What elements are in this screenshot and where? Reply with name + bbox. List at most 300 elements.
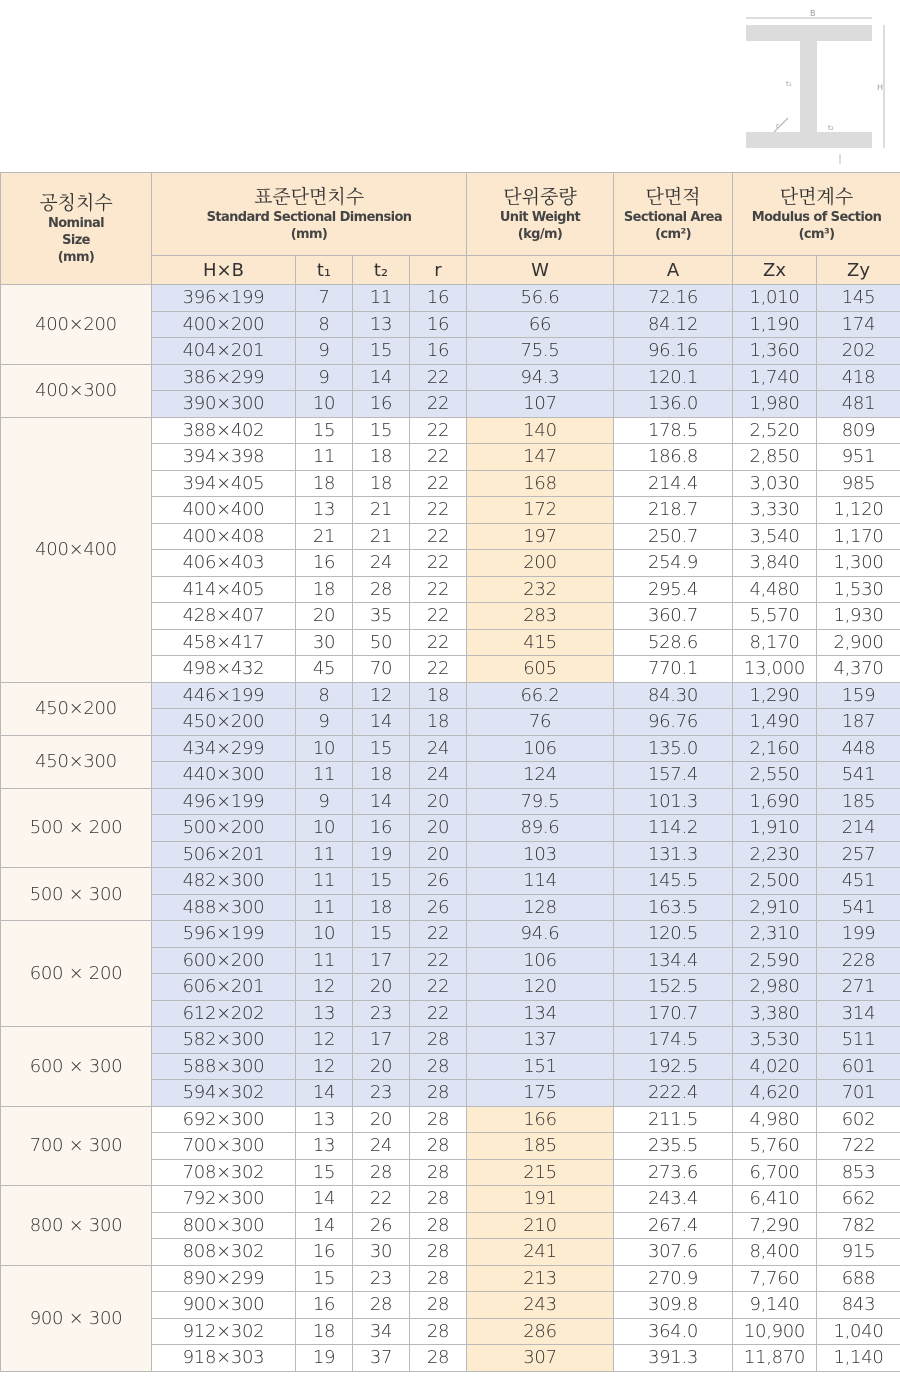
weight-cell: 213 [467,1265,614,1292]
r-cell: 28 [410,1133,467,1160]
table-row [1,868,900,895]
zy-cell: 853 [817,1159,900,1186]
col-t1: t₁ [296,256,353,285]
r-cell: 28 [410,1186,467,1213]
weight-cell: 89.6 [467,815,614,842]
table-row [1,1027,900,1054]
zy-cell: 809 [817,417,900,444]
t1-cell: 13 [296,497,353,524]
nominal-size-header: 공칭치수 Nominal Size (mm) [1,173,152,285]
t2-cell: 15 [353,735,410,762]
r-cell: 22 [410,470,467,497]
weight-cell: 103 [467,841,614,868]
zy-cell: 451 [817,868,900,895]
weight-cell: 66 [467,311,614,338]
zx-cell: 2,980 [733,974,817,1001]
weight-cell: 56.6 [467,285,614,312]
r-cell: 22 [410,391,467,418]
size-cell: 390×300 [152,391,296,418]
r-cell: 24 [410,735,467,762]
weight-cell: 120 [467,974,614,1001]
t1-cell: 8 [296,682,353,709]
zx-cell: 1,740 [733,364,817,391]
zx-cell: 1,010 [733,285,817,312]
zx-cell: 2,910 [733,894,817,921]
h-beam-section-diagram [744,6,894,166]
area-cell: 235.5 [614,1133,733,1160]
zx-cell: 3,030 [733,470,817,497]
r-cell: 22 [410,523,467,550]
r-cell: 28 [410,1318,467,1345]
weight-cell: 106 [467,735,614,762]
weight-cell: 172 [467,497,614,524]
weight-cell: 76 [467,709,614,736]
t1-cell: 12 [296,974,353,1001]
zx-cell: 1,490 [733,709,817,736]
table-row [1,1106,900,1133]
size-cell: 400×400 [152,497,296,524]
t1-cell: 21 [296,523,353,550]
zy-cell: 4,370 [817,656,900,683]
zy-cell: 145 [817,285,900,312]
weight-cell: 307 [467,1345,614,1372]
nominal-size-cell: 600 × 200 [1,921,152,1027]
size-cell: 450×200 [152,709,296,736]
area-cell: 250.7 [614,523,733,550]
size-cell: 400×408 [152,523,296,550]
r-cell: 22 [410,1000,467,1027]
t2-cell: 15 [353,417,410,444]
size-cell: 386×299 [152,364,296,391]
sectional-area-header: 단면적 Sectional Area (cm²) [614,173,733,256]
t2-cell: 23 [353,1000,410,1027]
area-cell: 96.16 [614,338,733,365]
zy-cell: 602 [817,1106,900,1133]
t1-cell: 12 [296,1027,353,1054]
zy-cell: 199 [817,921,900,948]
size-cell: 400×200 [152,311,296,338]
t2-cell: 24 [353,550,410,577]
zx-cell: 3,840 [733,550,817,577]
t2-cell: 14 [353,364,410,391]
r-cell: 22 [410,921,467,948]
size-cell: 506×201 [152,841,296,868]
size-cell: 692×300 [152,1106,296,1133]
weight-cell: 66.2 [467,682,614,709]
nominal-size-cell: 450×300 [1,735,152,788]
zx-cell: 2,230 [733,841,817,868]
size-cell: 500×200 [152,815,296,842]
zx-cell: 7,760 [733,1265,817,1292]
zy-cell: 1,530 [817,576,900,603]
weight-cell: 147 [467,444,614,471]
zx-cell: 2,160 [733,735,817,762]
t2-cell: 17 [353,947,410,974]
svg-text:B: B [810,9,816,18]
size-cell: 792×300 [152,1186,296,1213]
nominal-size-cell: 450×200 [1,682,152,735]
r-cell: 20 [410,841,467,868]
zx-cell: 1,290 [733,682,817,709]
table-row [1,285,900,312]
zy-cell: 2,900 [817,629,900,656]
t1-cell: 10 [296,921,353,948]
col-t2: t₂ [353,256,410,285]
t2-cell: 15 [353,921,410,948]
size-cell: 482×300 [152,868,296,895]
svg-text:t₂: t₂ [828,124,834,132]
size-cell: 428×407 [152,603,296,630]
zy-cell: 1,170 [817,523,900,550]
col-zx: Zx [733,256,817,285]
size-cell: 582×300 [152,1027,296,1054]
r-cell: 22 [410,974,467,1001]
nominal-size-cell: 500 × 200 [1,788,152,868]
size-cell: 498×432 [152,656,296,683]
t2-cell: 26 [353,1212,410,1239]
weight-cell: 79.5 [467,788,614,815]
area-cell: 770.1 [614,656,733,683]
zy-cell: 1,300 [817,550,900,577]
r-cell: 28 [410,1106,467,1133]
area-cell: 120.1 [614,364,733,391]
zy-cell: 662 [817,1186,900,1213]
size-cell: 708×302 [152,1159,296,1186]
area-cell: 136.0 [614,391,733,418]
size-cell: 440×300 [152,762,296,789]
r-cell: 22 [410,444,467,471]
r-cell: 22 [410,947,467,974]
t2-cell: 13 [353,311,410,338]
zy-cell: 951 [817,444,900,471]
area-cell: 178.5 [614,417,733,444]
zy-cell: 541 [817,762,900,789]
area-cell: 218.7 [614,497,733,524]
header-row-main [1,173,900,256]
size-cell: 394×405 [152,470,296,497]
weight-cell: 605 [467,656,614,683]
nominal-size-cell: 500 × 300 [1,868,152,921]
modulus-header: 단면계수 Modulus of Section (cm³) [733,173,900,256]
t2-cell: 19 [353,841,410,868]
zy-cell: 722 [817,1133,900,1160]
zy-cell: 782 [817,1212,900,1239]
t2-cell: 28 [353,1159,410,1186]
size-cell: 488×300 [152,894,296,921]
r-cell: 28 [410,1159,467,1186]
zx-cell: 6,700 [733,1159,817,1186]
zy-cell: 187 [817,709,900,736]
r-cell: 28 [410,1080,467,1107]
size-cell: 596×199 [152,921,296,948]
table-row [1,1265,900,1292]
t1-cell: 18 [296,470,353,497]
nominal-size-cell: 600 × 300 [1,1027,152,1107]
size-cell: 918×303 [152,1345,296,1372]
zx-cell: 11,870 [733,1345,817,1372]
r-cell: 26 [410,868,467,895]
t1-cell: 30 [296,629,353,656]
nominal-size-cell: 900 × 300 [1,1265,152,1371]
t1-cell: 15 [296,417,353,444]
t2-cell: 12 [353,682,410,709]
zy-cell: 1,040 [817,1318,900,1345]
nominal-size-cell: 700 × 300 [1,1106,152,1186]
h-beam-icon [746,9,884,164]
t1-cell: 14 [296,1186,353,1213]
zy-cell: 511 [817,1027,900,1054]
t1-cell: 16 [296,550,353,577]
weight-cell: 75.5 [467,338,614,365]
t1-cell: 19 [296,1345,353,1372]
r-cell: 26 [410,894,467,921]
size-cell: 496×199 [152,788,296,815]
size-cell: 434×299 [152,735,296,762]
zy-cell: 228 [817,947,900,974]
area-cell: 222.4 [614,1080,733,1107]
r-cell: 22 [410,550,467,577]
r-cell: 22 [410,364,467,391]
area-cell: 101.3 [614,788,733,815]
t1-cell: 9 [296,788,353,815]
t1-cell: 13 [296,1133,353,1160]
area-cell: 170.7 [614,1000,733,1027]
area-cell: 120.5 [614,921,733,948]
area-cell: 114.2 [614,815,733,842]
area-cell: 84.30 [614,682,733,709]
area-cell: 214.4 [614,470,733,497]
zy-cell: 601 [817,1053,900,1080]
size-cell: 594×302 [152,1080,296,1107]
table-row [1,788,900,815]
table-row [1,921,900,948]
r-cell: 28 [410,1345,467,1372]
weight-cell: 128 [467,894,614,921]
zx-cell: 3,540 [733,523,817,550]
r-cell: 28 [410,1212,467,1239]
t2-cell: 28 [353,576,410,603]
weight-cell: 215 [467,1159,614,1186]
zy-cell: 915 [817,1239,900,1266]
t2-cell: 37 [353,1345,410,1372]
zy-cell: 257 [817,841,900,868]
r-cell: 18 [410,682,467,709]
zy-cell: 701 [817,1080,900,1107]
zx-cell: 6,410 [733,1186,817,1213]
zx-cell: 4,020 [733,1053,817,1080]
area-cell: 174.5 [614,1027,733,1054]
zy-cell: 448 [817,735,900,762]
zx-cell: 2,590 [733,947,817,974]
zy-cell: 1,120 [817,497,900,524]
table-row [1,682,900,709]
area-cell: 192.5 [614,1053,733,1080]
zx-cell: 7,290 [733,1212,817,1239]
t2-cell: 15 [353,338,410,365]
area-cell: 360.7 [614,603,733,630]
t1-cell: 10 [296,815,353,842]
t1-cell: 9 [296,709,353,736]
weight-cell: 94.3 [467,364,614,391]
t1-cell: 9 [296,338,353,365]
svg-text:t₁: t₁ [786,80,792,88]
weight-cell: 124 [467,762,614,789]
r-cell: 28 [410,1292,467,1319]
t2-cell: 14 [353,709,410,736]
r-cell: 18 [410,709,467,736]
t2-cell: 34 [353,1318,410,1345]
weight-cell: 210 [467,1212,614,1239]
unit-weight-header: 단위중량 Unit Weight (kg/m) [467,173,614,256]
zx-cell: 1,190 [733,311,817,338]
size-cell: 414×405 [152,576,296,603]
weight-cell: 137 [467,1027,614,1054]
zx-cell: 1,910 [733,815,817,842]
zx-cell: 1,980 [733,391,817,418]
zx-cell: 10,900 [733,1318,817,1345]
t2-cell: 30 [353,1239,410,1266]
area-cell: 134.4 [614,947,733,974]
r-cell: 24 [410,762,467,789]
r-cell: 16 [410,285,467,312]
t1-cell: 13 [296,1000,353,1027]
t2-cell: 18 [353,470,410,497]
r-cell: 16 [410,338,467,365]
r-cell: 22 [410,576,467,603]
size-cell: 458×417 [152,629,296,656]
size-cell: 800×300 [152,1212,296,1239]
t1-cell: 11 [296,762,353,789]
t2-cell: 23 [353,1080,410,1107]
r-cell: 22 [410,656,467,683]
t2-cell: 17 [353,1027,410,1054]
t1-cell: 9 [296,364,353,391]
area-cell: 309.8 [614,1292,733,1319]
t1-cell: 11 [296,444,353,471]
t1-cell: 14 [296,1212,353,1239]
area-cell: 270.9 [614,1265,733,1292]
t2-cell: 35 [353,603,410,630]
zx-cell: 8,400 [733,1239,817,1266]
zx-cell: 2,500 [733,868,817,895]
zy-cell: 185 [817,788,900,815]
zx-cell: 3,330 [733,497,817,524]
area-cell: 243.4 [614,1186,733,1213]
weight-cell: 232 [467,576,614,603]
t1-cell: 11 [296,868,353,895]
t2-cell: 11 [353,285,410,312]
r-cell: 22 [410,417,467,444]
area-cell: 145.5 [614,868,733,895]
area-cell: 131.3 [614,841,733,868]
svg-text:H: H [877,83,884,92]
zy-cell: 481 [817,391,900,418]
area-cell: 157.4 [614,762,733,789]
t2-cell: 14 [353,788,410,815]
t2-cell: 20 [353,1053,410,1080]
col-zy: Zy [817,256,900,285]
zy-cell: 214 [817,815,900,842]
weight-cell: 168 [467,470,614,497]
zx-cell: 4,980 [733,1106,817,1133]
weight-cell: 185 [467,1133,614,1160]
weight-cell: 166 [467,1106,614,1133]
t2-cell: 20 [353,1106,410,1133]
area-cell: 364.0 [614,1318,733,1345]
t1-cell: 10 [296,735,353,762]
weight-cell: 114 [467,868,614,895]
area-cell: 152.5 [614,974,733,1001]
zx-cell: 3,380 [733,1000,817,1027]
weight-cell: 283 [467,603,614,630]
r-cell: 28 [410,1027,467,1054]
zy-cell: 688 [817,1265,900,1292]
weight-cell: 107 [467,391,614,418]
t1-cell: 15 [296,1265,353,1292]
table-row [1,364,900,391]
t2-cell: 50 [353,629,410,656]
t2-cell: 21 [353,497,410,524]
t2-cell: 15 [353,868,410,895]
t2-cell: 22 [353,1186,410,1213]
weight-cell: 243 [467,1292,614,1319]
col-a: A [614,256,733,285]
t1-cell: 12 [296,1053,353,1080]
size-cell: 900×300 [152,1292,296,1319]
t1-cell: 16 [296,1239,353,1266]
zy-cell: 159 [817,682,900,709]
zx-cell: 4,620 [733,1080,817,1107]
zy-cell: 1,930 [817,603,900,630]
r-cell: 20 [410,815,467,842]
col-hxb: H×B [152,256,296,285]
nominal-size-cell: 400×300 [1,364,152,417]
area-cell: 84.12 [614,311,733,338]
weight-cell: 140 [467,417,614,444]
r-cell: 28 [410,1265,467,1292]
zx-cell: 1,360 [733,338,817,365]
nominal-size-cell: 400×400 [1,417,152,682]
zx-cell: 9,140 [733,1292,817,1319]
zy-cell: 314 [817,1000,900,1027]
area-cell: 295.4 [614,576,733,603]
t1-cell: 10 [296,391,353,418]
r-cell: 20 [410,788,467,815]
area-cell: 186.8 [614,444,733,471]
r-cell: 28 [410,1053,467,1080]
size-cell: 406×403 [152,550,296,577]
zy-cell: 541 [817,894,900,921]
col-w: W [467,256,614,285]
size-cell: 808×302 [152,1239,296,1266]
area-cell: 72.16 [614,285,733,312]
weight-cell: 200 [467,550,614,577]
size-cell: 912×302 [152,1318,296,1345]
r-cell: 16 [410,311,467,338]
t2-cell: 23 [353,1265,410,1292]
t2-cell: 18 [353,444,410,471]
zx-cell: 2,850 [733,444,817,471]
zx-cell: 5,760 [733,1133,817,1160]
size-cell: 394×398 [152,444,296,471]
t2-cell: 70 [353,656,410,683]
t2-cell: 24 [353,1133,410,1160]
col-r: r [410,256,467,285]
zy-cell: 418 [817,364,900,391]
zy-cell: 271 [817,974,900,1001]
t1-cell: 14 [296,1080,353,1107]
zx-cell: 2,310 [733,921,817,948]
